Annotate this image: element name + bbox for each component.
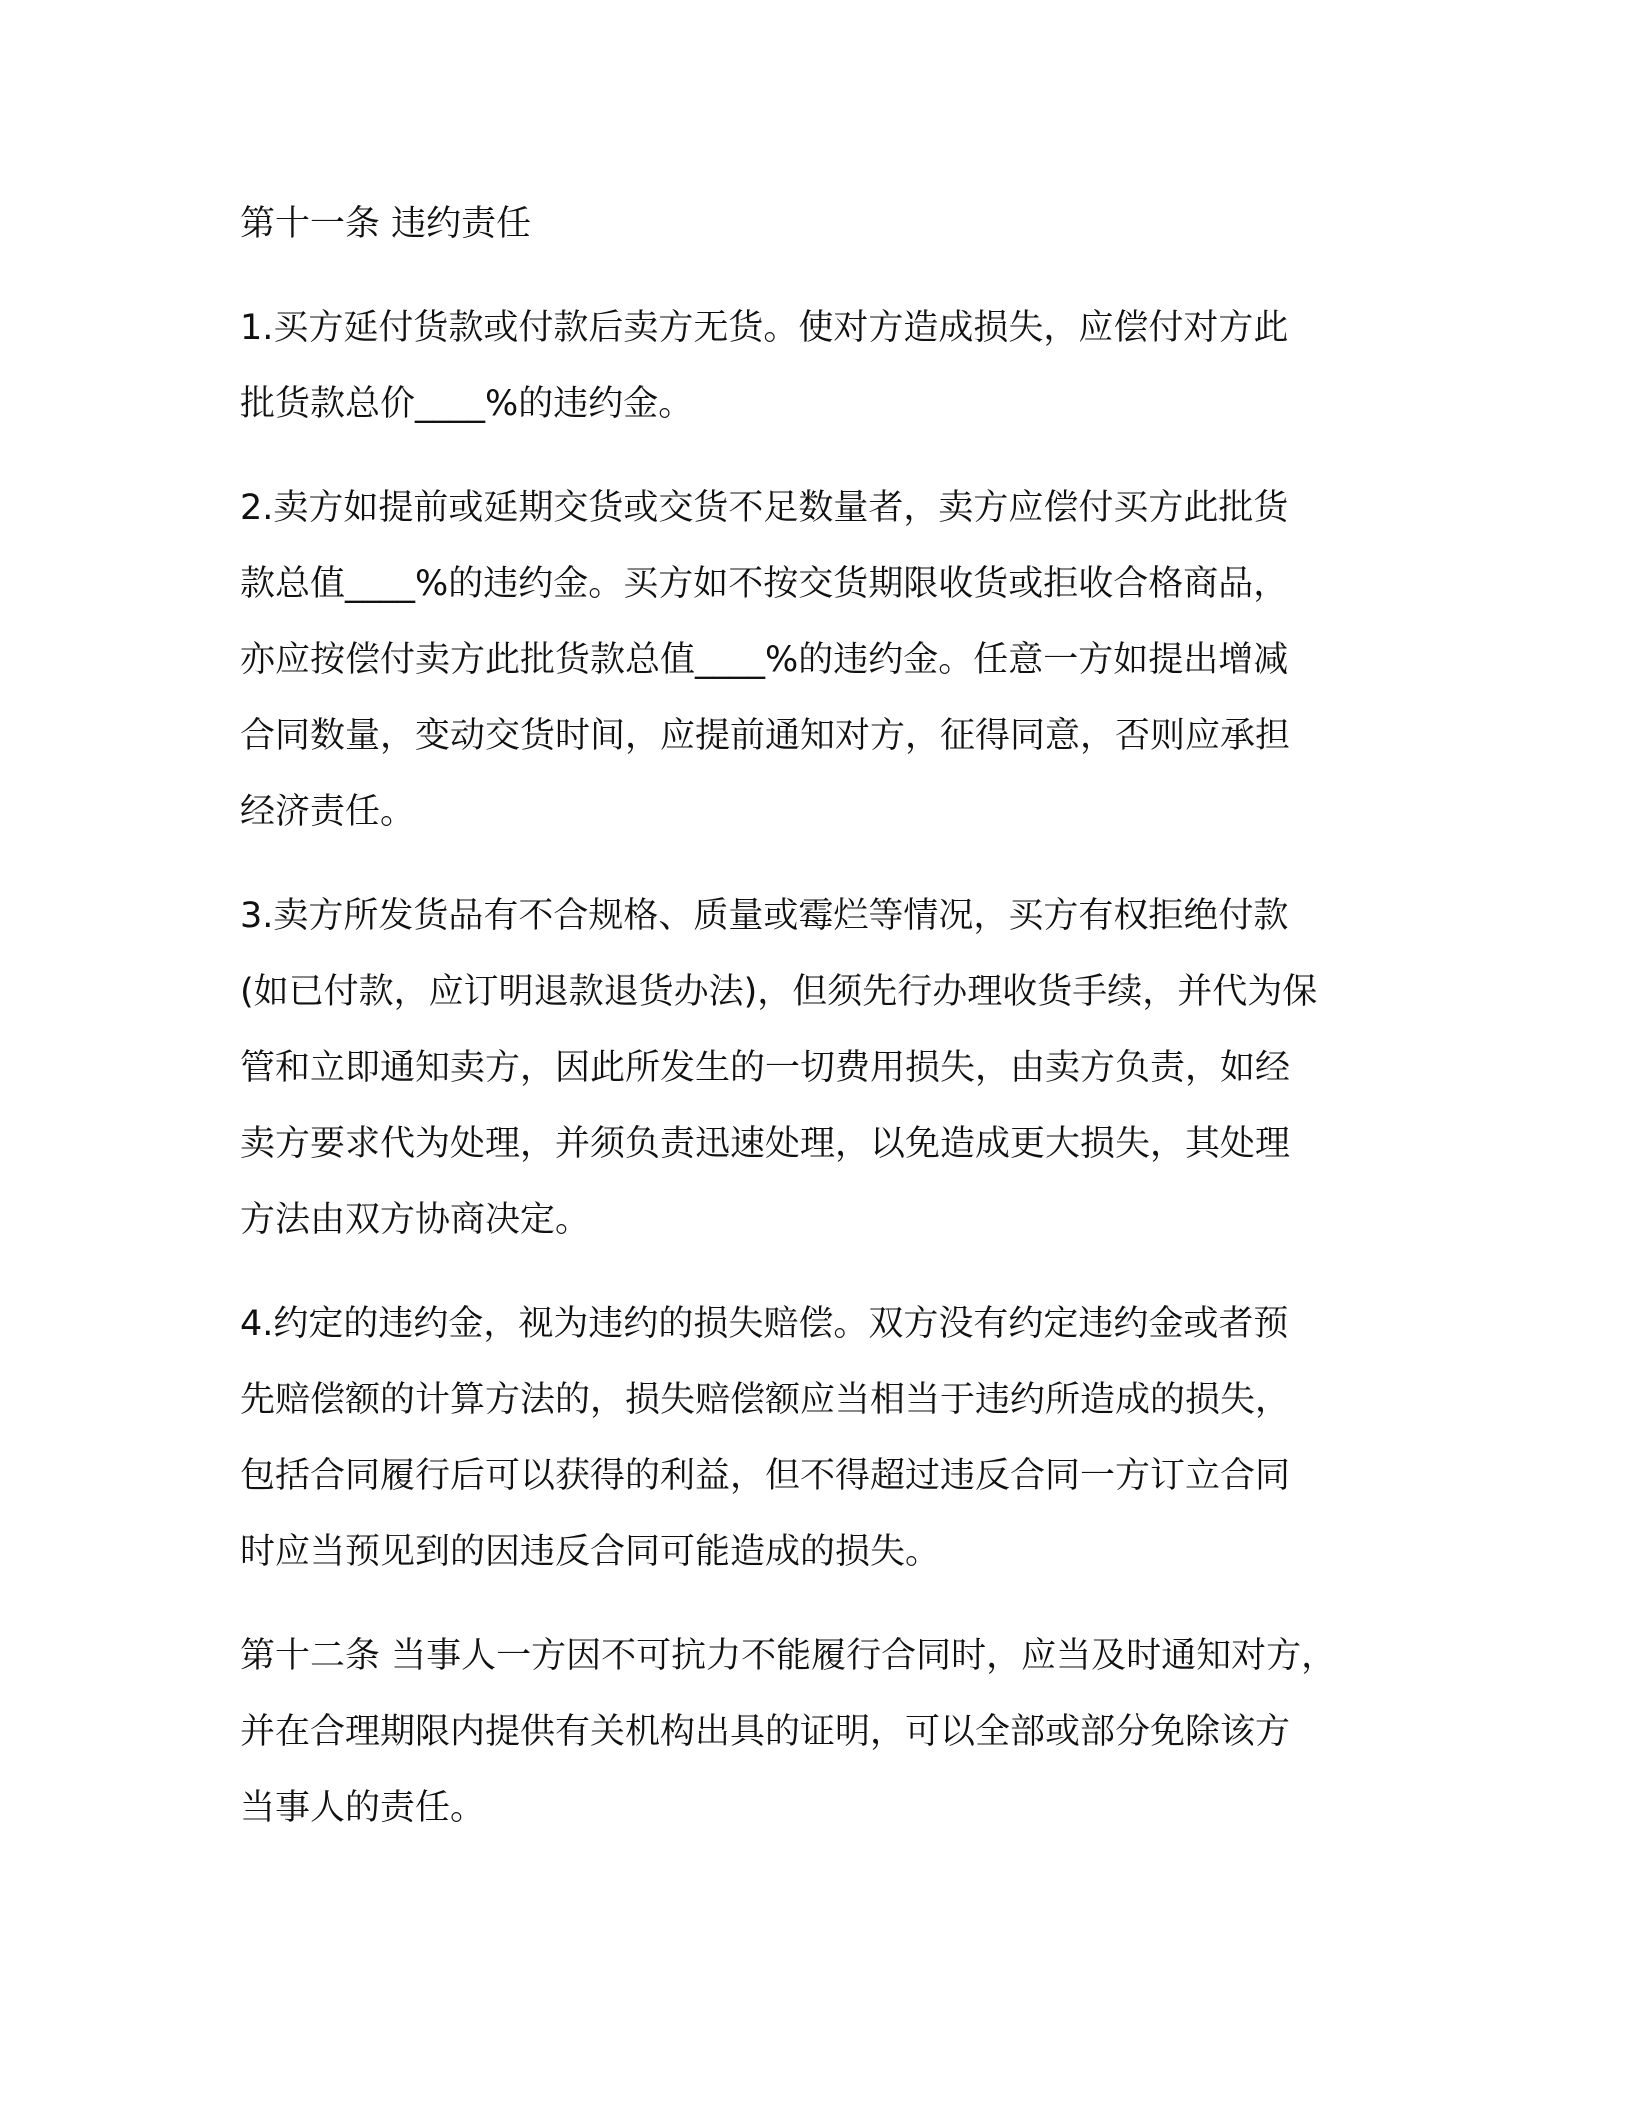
clause-line: 第十二条 当事人一方因不可抗力不能履行合同时，应当及时通知对方， xyxy=(240,1636,1337,1676)
clause-line: 2.卖方如提前或延期交货或交货不足数量者，卖方应偿付买方此批货 xyxy=(240,488,1289,528)
clause-line: 经济责任。 xyxy=(240,792,416,832)
clause-line: 管和立即通知卖方，因此所发生的一切费用损失，由卖方负责，如经 xyxy=(240,1048,1291,1088)
heading-line: 第十一条 违约责任 xyxy=(240,204,532,244)
clause-line: 合同数量，变动交货时间，应提前通知对方，征得同意，否则应承担 xyxy=(240,716,1291,756)
clause-3 xyxy=(240,878,1400,1258)
clause-line: 包括合同履行后可以获得的利益，但不得超过违反合同一方订立合同 xyxy=(240,1456,1291,1496)
clause-line: (如已付款，应订明退款退货办法)，但须先行办理收货手续，并代为保 xyxy=(240,972,1318,1012)
clause-line: 先赔偿额的计算方法的，损失赔偿额应当相当于违约所造成的损失， xyxy=(240,1380,1291,1420)
clause-line: 时应当预见到的因违反合同可能造成的损失。 xyxy=(240,1532,941,1572)
clause-2 xyxy=(240,470,1400,850)
document-body xyxy=(240,186,1400,1874)
clause-line: 亦应按偿付卖方此批货款总值____%的违约金。任意一方如提出增减 xyxy=(240,640,1289,680)
clause-line: 卖方要求代为处理，并须负责迅速处理，以免造成更大损失，其处理 xyxy=(240,1124,1291,1164)
article-12 xyxy=(240,1618,1400,1846)
clause-line: 3.卖方所发货品有不合规格、质量或霉烂等情况，买方有权拒绝付款 xyxy=(240,896,1289,936)
clause-line: 4.约定的违约金，视为违约的损失赔偿。双方没有约定违约金或者预 xyxy=(240,1304,1289,1344)
clause-line: 批货款总价____%的违约金。 xyxy=(240,384,694,424)
clause-line: 并在合理期限内提供有关机构出具的证明，可以全部或部分免除该方 xyxy=(240,1712,1291,1752)
article-heading xyxy=(240,186,1400,262)
clause-line: 方法由双方协商决定。 xyxy=(240,1200,591,1240)
clause-1 xyxy=(240,290,1400,442)
clause-line: 当事人的责任。 xyxy=(240,1788,486,1828)
clause-4 xyxy=(240,1286,1400,1590)
clause-line: 1.买方延付货款或付款后卖方无货。使对方造成损失，应偿付对方此 xyxy=(240,308,1289,348)
clause-line: 款总值____%的违约金。买方如不按交货期限收货或拒收合格商品， xyxy=(240,564,1289,604)
